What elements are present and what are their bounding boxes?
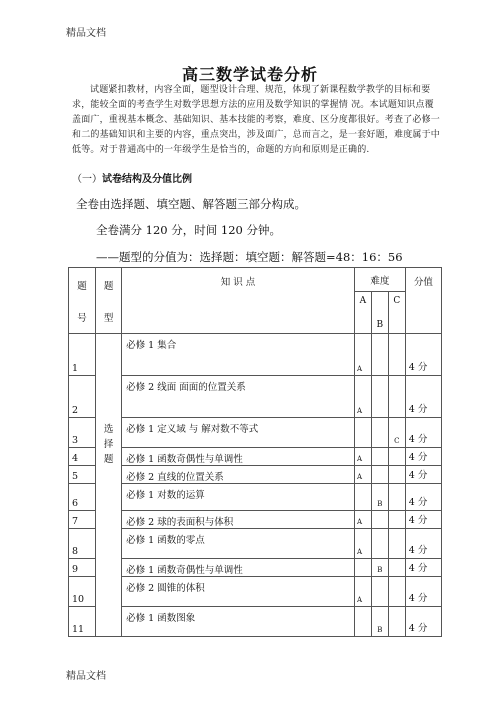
question-number: 2 [69,376,96,418]
question-number: 6 [69,484,96,511]
knowledge-point: 必修 1 函数奇偶性与单调性 [122,559,355,577]
difficulty-b [371,511,388,529]
difficulty-a: A [354,376,371,418]
header-score: 分值 [405,268,441,334]
difficulty-a: A [354,511,371,529]
difficulty-a [354,484,371,511]
table-row [69,559,442,577]
header-difficulty: 难度 [354,268,405,292]
question-number: 1 [69,334,96,376]
score-value: 4 分 [405,577,441,607]
score-time-line: 全卷满分 120 分，时间 120 分钟。 [96,223,282,237]
difficulty-c: C [388,418,405,448]
difficulty-b [371,334,388,376]
question-type-char: 题 [103,454,114,465]
difficulty-c [388,559,405,577]
table-row [69,466,442,484]
score-value: 4 分 [405,607,441,637]
difficulty-b: B [371,559,388,577]
question-number: 10 [69,577,96,607]
table-row [69,418,442,448]
score-value: 4 分 [405,418,441,448]
knowledge-point: 必修 1 函数的零点 [122,529,355,559]
header-difficulty-b: B [371,292,388,334]
knowledge-point: 必修 1 函数图象 [122,607,355,637]
table-row [69,607,442,637]
header-question-type: 题 型 [96,268,122,334]
structure-line: 全卷由选择题、填空题、解答题三部分构成。 [76,197,306,211]
analysis-table [68,267,442,637]
intro-paragraph: 试题紧扣教材，内容全面，题型设计合理、规范，体现了新课程数学教学的目标和要求，能较全面的考查学生对数学思想方法的应用及数学知识的掌握情 况。本试题知识点覆盖面广，重视基本概念、基础知识、基本技能的考察，难度、区分度都很好。考查了必修一和二的基础知识和主要的内容，重点突出，涉及面广，总而言之，是一套好题，难度属于中低等。对于普通高中的一年级学生是恰当的，命题的方向和原则是正确的. [72,85,441,155]
table-row [69,334,442,376]
score-ratio-line: ——题型的分值为：选择题：填空题：解答题=48：16：56 [96,250,403,264]
question-number: 7 [69,511,96,529]
document-title: 高三数学试卷分析 [181,65,318,84]
question-type-char: 择 [103,439,114,450]
question-type-cell [96,334,122,637]
table-row [69,448,442,466]
difficulty-a: A [354,334,371,376]
score-value: 4 分 [405,559,441,577]
question-type-char: 选 [103,424,114,435]
table-row [69,529,442,559]
difficulty-c [388,607,405,637]
knowledge-point: 必修 2 圆锥的体积 [122,577,355,607]
difficulty-c [388,466,405,484]
difficulty-a: A [354,577,371,607]
knowledge-point: 必修 2 球的表面积与体积 [122,511,355,529]
score-value: 4 分 [405,529,441,559]
header-question-number: 题 号 [69,268,96,334]
difficulty-b [371,448,388,466]
knowledge-point: 必修 2 线面 面面的位置关系 [122,376,355,418]
knowledge-point: 必修 1 函数奇偶性与单调性 [122,448,355,466]
difficulty-c [388,577,405,607]
score-value: 4 分 [405,466,441,484]
difficulty-b [371,529,388,559]
knowledge-point: 必修 2 直线的位置关系 [122,466,355,484]
score-value: 4 分 [405,484,441,511]
question-number: 8 [69,529,96,559]
difficulty-a [354,559,371,577]
difficulty-b [371,418,388,448]
question-number: 11 [69,607,96,637]
knowledge-point: 必修 1 对数的运算 [122,484,355,511]
difficulty-c [388,511,405,529]
header-difficulty-a: A [354,292,371,334]
table-row [69,376,442,418]
difficulty-a: A [354,466,371,484]
difficulty-c [388,334,405,376]
difficulty-c [388,484,405,511]
difficulty-b [371,376,388,418]
score-value: 4 分 [405,376,441,418]
difficulty-c [388,448,405,466]
question-number: 5 [69,466,96,484]
score-value: 4 分 [405,334,441,376]
table-header-row [69,268,442,292]
knowledge-point: 必修 1 定义域 与 解对数不等式 [122,418,355,448]
question-number: 9 [69,559,96,577]
difficulty-c [388,529,405,559]
difficulty-b [371,577,388,607]
question-number: 3 [69,418,96,448]
table-row [69,577,442,607]
knowledge-point: 必修 1 集合 [122,334,355,376]
difficulty-a: A [354,448,371,466]
score-value: 4 分 [405,448,441,466]
difficulty-a [354,607,371,637]
page-header-label: 精品文档 [66,28,106,39]
question-number: 4 [69,448,96,466]
section-number: （一） [72,174,102,185]
difficulty-a [354,418,371,448]
section-heading [72,170,192,185]
difficulty-c [388,376,405,418]
header-knowledge-point: 知 识 点 [122,268,355,334]
difficulty-b: B [371,607,388,637]
page-footer-label: 精品文档 [66,671,106,682]
difficulty-a: A [354,529,371,559]
section-title: 试卷结构及分值比例 [102,174,192,185]
score-value: 4 分 [405,511,441,529]
difficulty-b: B [371,484,388,511]
table-body [69,334,442,637]
difficulty-b [371,466,388,484]
header-difficulty-c: C [388,292,405,334]
table-row [69,511,442,529]
table-row [69,484,442,511]
